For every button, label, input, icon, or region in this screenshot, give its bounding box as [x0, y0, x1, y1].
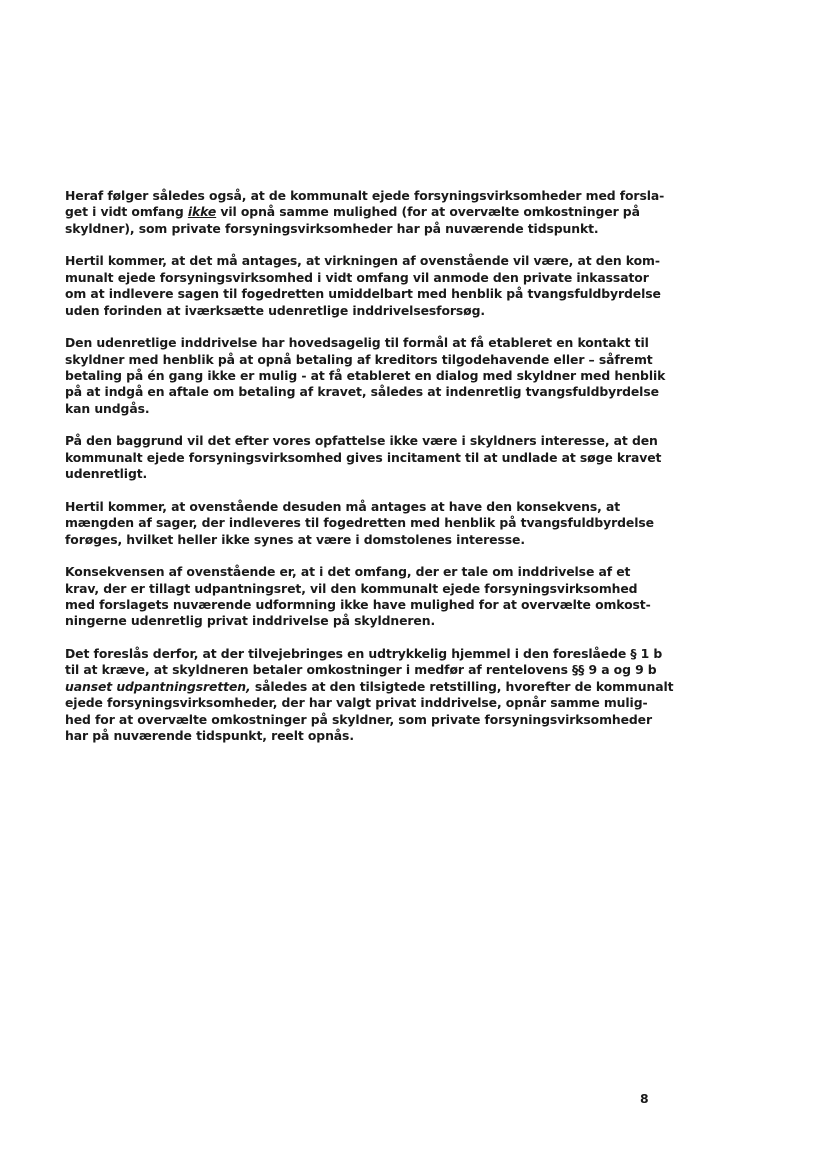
- text-line: [65, 581, 665, 597]
- text-run: forøges, hvilket heller ikke synes at være i domstolenes interesse.: [65, 531, 525, 547]
- text-line: [65, 352, 665, 368]
- page-number: 8: [640, 1091, 649, 1106]
- text-run: med forslagets nuværende udformning ikke have mulighed for at overvælte omkost-: [65, 597, 651, 613]
- body-text: [65, 188, 674, 761]
- text-line: [65, 532, 665, 548]
- text-line: [65, 368, 665, 384]
- text-line: [65, 450, 665, 466]
- text-line: [65, 253, 665, 269]
- text-run: hed for at overvælte omkostninger på skyldner, som private forsyningsvirksomheder: [65, 711, 653, 727]
- text-run: Konsekvensen af ovenstående er, at i det omfang, der er tale om inddrivelse af et: [65, 564, 631, 580]
- paragraph: [65, 499, 665, 548]
- paragraph: [65, 433, 665, 482]
- text-run: Det foreslås derfor, at der tilvejebringes en udtrykkelig hjemmel i den foreslåede § 1 b: [65, 646, 663, 662]
- text-line: [65, 270, 665, 286]
- text-run: ejede forsyningsvirksomheder, der har valgt privat inddrivelse, opnår samme mulig-: [65, 695, 648, 711]
- text-line: [65, 204, 665, 220]
- text-run: skyldner), som private forsyningsvirksomheder har på nuværende tidspunkt.: [65, 220, 599, 236]
- text-run: har på nuværende tidspunkt, reelt opnås.: [65, 728, 354, 744]
- text-line: [65, 515, 665, 531]
- text-run: på at indgå en aftale om betaling af kravet, således at indenretlig tvangsfuldbyrdelse: [65, 384, 659, 400]
- text-line: [65, 678, 674, 695]
- text-run: betaling på én gang ikke er mulig - at få etableret en dialog med skyldner med henblik: [65, 368, 666, 384]
- paragraph: [65, 646, 674, 744]
- text-run: kan undgås.: [65, 400, 150, 416]
- text-run: udenretligt.: [65, 466, 148, 482]
- text-run: kommunalt ejede forsyningsvirksomhed gives incitament til at undlade at søge kravet: [65, 449, 662, 465]
- text-line: [65, 728, 665, 744]
- text-run: Heraf følger således også, at de kommunalt ejede forsyningsvirksomheder med forsla-: [65, 188, 665, 203]
- text-line: [65, 335, 665, 351]
- text-run: Den udenretlige inddrivelse har hovedsagelig til formål at få etableret en kontakt til: [65, 335, 649, 351]
- text-line: [65, 564, 665, 580]
- text-line: [65, 221, 665, 237]
- text-line: [65, 613, 665, 629]
- emphasis-uanset-udpantningsretten: uanset udpantningsretten,: [65, 678, 251, 694]
- text-line: [65, 646, 665, 662]
- text-run: om at indlevere sagen til fogedretten umiddelbart med henblik på tvangsfuldbyrdelse: [65, 286, 661, 302]
- text-run: vil opnå samme mulighed (for at overvælte omkostninger på: [216, 204, 640, 220]
- text-line: [65, 384, 665, 400]
- paragraph: [65, 564, 665, 630]
- text-line: [65, 695, 665, 711]
- paragraph: [65, 335, 665, 417]
- text-line: [65, 466, 665, 482]
- text-run: Hertil kommer, at ovenstående desuden må antages at have den konsekvens, at: [65, 498, 621, 514]
- text-line: [65, 188, 665, 204]
- text-run: til at kræve, at skyldneren betaler omkostninger i medfør af rentelovens §§ 9 a og 9 b: [65, 662, 657, 678]
- text-line: [65, 499, 665, 515]
- text-run: ningerne udenretlig privat inddrivelse på skyldneren.: [65, 613, 436, 629]
- text-line: [65, 401, 665, 417]
- text-line: [65, 662, 665, 678]
- paragraph: [65, 188, 665, 237]
- text-run: På den baggrund vil det efter vores opfattelse ikke være i skyldners interesse, at den: [65, 433, 658, 449]
- text-run: krav, der er tillagt udpantningsret, vil den kommunalt ejede forsyningsvirksomhed: [65, 580, 638, 596]
- text-run: munalt ejede forsyningsvirksomhed i vidt omfang vil anmode den private inkassator: [65, 269, 649, 285]
- paragraph: [65, 253, 665, 319]
- text-run: skyldner med henblik på at opnå betaling af kreditors tilgodehavende eller – såfremt: [65, 351, 653, 367]
- text-line: [65, 712, 665, 728]
- text-line: [65, 597, 665, 613]
- text-line: [65, 433, 665, 449]
- text-line: [65, 303, 665, 319]
- emphasis-ikke: ikke: [187, 204, 217, 220]
- text-run: mængden af sager, der indleveres til fogedretten med henblik på tvangsfuldbyrdelse: [65, 515, 654, 531]
- text-run: get i vidt omfang: [65, 204, 188, 220]
- text-run: uden forinden at iværksætte udenretlige inddrivelsesforsøg.: [65, 302, 485, 318]
- text-line: [65, 286, 665, 302]
- text-run: Hertil kommer, at det må antages, at virkningen af ovenstående vil være, at den kom-: [65, 253, 660, 269]
- text-run: således at den tilsigtede retstilling, hvorefter de kommunalt: [250, 678, 674, 694]
